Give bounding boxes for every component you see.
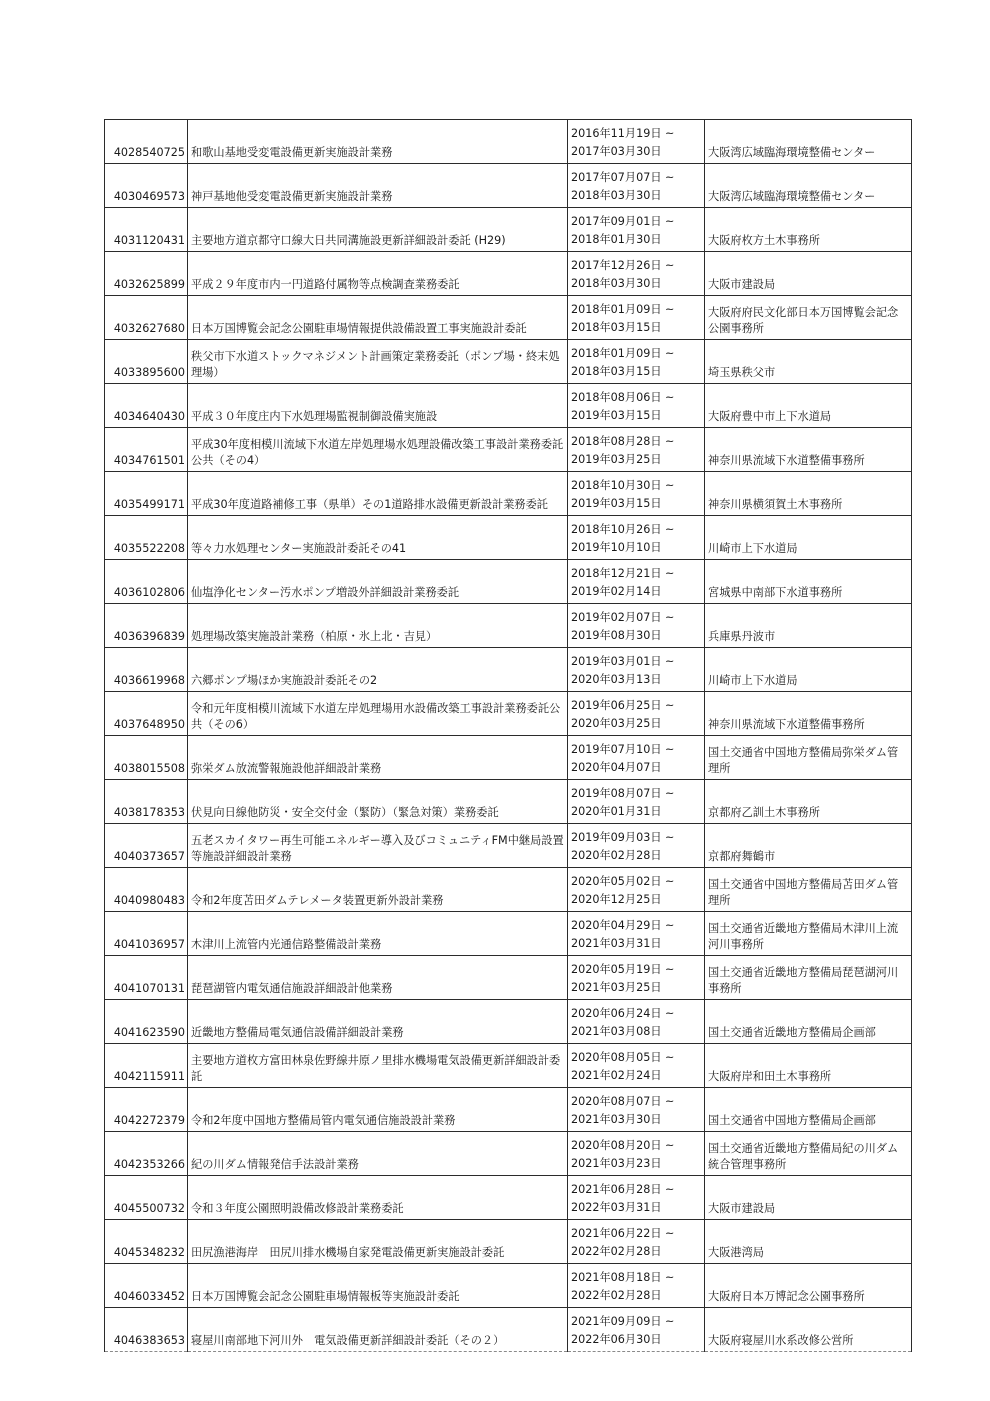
record-client: 大阪市建設局 [705, 1176, 912, 1220]
period-start: 2019年02月07日 ~ [571, 611, 675, 624]
record-period [568, 956, 705, 1000]
record-period [568, 1176, 705, 1220]
record-project-name: 田尻漁港海岸 田尻川排水機場自家発電設備更新実施設計委託 [188, 1220, 568, 1264]
period-end: 2020年04月07日 [571, 761, 662, 774]
record-period [568, 516, 705, 560]
period-end: 2018年03月30日 [571, 277, 662, 290]
period-start: 2020年08月20日 ~ [571, 1139, 675, 1152]
period-end: 2019年03月15日 [571, 497, 662, 510]
contract-records-table [104, 119, 912, 1352]
record-client: 大阪府府民文化部日本万国博覧会記念公園事務所 [705, 296, 912, 340]
table-row [105, 1220, 912, 1264]
record-period [568, 604, 705, 648]
record-project-name: 紀の川ダム情報発信手法設計業務 [188, 1132, 568, 1176]
record-client: 国土交通省中国地方整備局弥栄ダム管理所 [705, 736, 912, 780]
period-start: 2019年09月03日 ~ [571, 831, 675, 844]
record-client: 京都府舞鶴市 [705, 824, 912, 868]
period-end: 2022年02月28日 [571, 1289, 662, 1302]
table-row [105, 164, 912, 208]
period-end: 2019年10月10日 [571, 541, 662, 554]
period-start: 2021年08月18日 ~ [571, 1271, 675, 1284]
record-period [568, 1264, 705, 1308]
record-period [568, 252, 705, 296]
period-start: 2017年12月26日 ~ [571, 259, 675, 272]
record-project-name: 令和2年度苫田ダムテレメータ装置更新外設計業務 [188, 868, 568, 912]
record-project-name: 伏見向日線他防災・安全交付金（緊防）（緊急対策）業務委託 [188, 780, 568, 824]
record-period [568, 384, 705, 428]
record-id: 4041036957 [105, 912, 188, 956]
record-id: 4036619968 [105, 648, 188, 692]
period-end: 2022年06月30日 [571, 1333, 662, 1346]
record-project-name: 主要地方道京都守口線大日共同溝施設更新詳細設計委託 (H29) [188, 208, 568, 252]
table-row [105, 956, 912, 1000]
period-start: 2021年09月09日 ~ [571, 1315, 675, 1328]
record-client: 国土交通省近畿地方整備局琵琶湖河川事務所 [705, 956, 912, 1000]
record-id: 4038178353 [105, 780, 188, 824]
record-client: 大阪府豊中市上下水道局 [705, 384, 912, 428]
record-period [568, 824, 705, 868]
record-client: 大阪府寝屋川水系改修公営所 [705, 1308, 912, 1352]
record-period [568, 1308, 705, 1352]
record-id: 4042353266 [105, 1132, 188, 1176]
period-start: 2019年08月07日 ~ [571, 787, 675, 800]
record-period [568, 340, 705, 384]
record-client: 兵庫県丹波市 [705, 604, 912, 648]
record-project-name: 日本万国博覧会記念公園駐車場情報提供設備設置工事実施設計委託 [188, 296, 568, 340]
records-body [105, 120, 912, 1352]
record-project-name: 仙塩浄化センター汚水ポンプ増設外詳細設計業務委託 [188, 560, 568, 604]
period-end: 2019年03月25日 [571, 453, 662, 466]
record-period [568, 1132, 705, 1176]
record-id: 4046033452 [105, 1264, 188, 1308]
period-end: 2017年03月30日 [571, 145, 662, 158]
record-client: 川崎市上下水道局 [705, 516, 912, 560]
period-start: 2018年01月09日 ~ [571, 347, 675, 360]
record-project-name: 和歌山基地受変電設備更新実施設計業務 [188, 120, 568, 164]
period-end: 2018年01月30日 [571, 233, 662, 246]
period-end: 2018年03月15日 [571, 321, 662, 334]
table-row [105, 824, 912, 868]
table-row [105, 1264, 912, 1308]
record-id: 4034761501 [105, 428, 188, 472]
record-project-name: 秩父市下水道ストックマネジメント計画策定業務委託（ポンプ場・終末処理場） [188, 340, 568, 384]
period-start: 2017年09月01日 ~ [571, 215, 675, 228]
record-id: 4038015508 [105, 736, 188, 780]
period-start: 2019年06月25日 ~ [571, 699, 675, 712]
record-project-name: 六郷ポンプ場ほか実施設計委託その2 [188, 648, 568, 692]
period-start: 2017年07月07日 ~ [571, 171, 675, 184]
table-row [105, 604, 912, 648]
period-end: 2020年12月25日 [571, 893, 662, 906]
period-start: 2018年10月26日 ~ [571, 523, 675, 536]
table-row [105, 560, 912, 604]
record-project-name: 主要地方道枚方富田林泉佐野線井原ノ里排水機場電気設備更新詳細設計委託 [188, 1044, 568, 1088]
table-row [105, 208, 912, 252]
record-id: 4031120431 [105, 208, 188, 252]
table-row [105, 648, 912, 692]
table-row [105, 252, 912, 296]
period-start: 2018年12月21日 ~ [571, 567, 675, 580]
period-end: 2020年03月13日 [571, 673, 662, 686]
record-period [568, 164, 705, 208]
table-row [105, 692, 912, 736]
period-start: 2019年03月01日 ~ [571, 655, 675, 668]
record-period [568, 1088, 705, 1132]
record-id: 4032627680 [105, 296, 188, 340]
record-project-name: 令和2年度中国地方整備局管内電気通信施設設計業務 [188, 1088, 568, 1132]
record-project-name: 処理場改築実施設計業務（柏原・氷上北・吉見） [188, 604, 568, 648]
record-period [568, 120, 705, 164]
period-end: 2020年02月28日 [571, 849, 662, 862]
table-row [105, 120, 912, 164]
period-end: 2021年02月24日 [571, 1069, 662, 1082]
record-client: 大阪府日本万博記念公園事務所 [705, 1264, 912, 1308]
record-client: 大阪府枚方土木事務所 [705, 208, 912, 252]
table-row [105, 384, 912, 428]
record-client: 大阪市建設局 [705, 252, 912, 296]
period-end: 2018年03月15日 [571, 365, 662, 378]
record-period [568, 560, 705, 604]
table-row [105, 1132, 912, 1176]
record-period [568, 736, 705, 780]
period-end: 2022年03月31日 [571, 1201, 662, 1214]
period-start: 2020年08月07日 ~ [571, 1095, 675, 1108]
period-end: 2021年03月31日 [571, 937, 662, 950]
period-start: 2021年06月22日 ~ [571, 1227, 675, 1240]
record-client: 国土交通省近畿地方整備局企画部 [705, 1000, 912, 1044]
record-client: 国土交通省中国地方整備局企画部 [705, 1088, 912, 1132]
table-row [105, 736, 912, 780]
record-client: 神奈川県横須賀土木事務所 [705, 472, 912, 516]
period-start: 2018年08月06日 ~ [571, 391, 675, 404]
record-id: 4046383653 [105, 1308, 188, 1352]
record-id: 4041623590 [105, 1000, 188, 1044]
record-client: 国土交通省近畿地方整備局木津川上流河川事務所 [705, 912, 912, 956]
record-id: 4035499171 [105, 472, 188, 516]
period-end: 2019年08月30日 [571, 629, 662, 642]
record-client: 国土交通省近畿地方整備局紀の川ダム統合管理事務所 [705, 1132, 912, 1176]
period-end: 2021年03月25日 [571, 981, 662, 994]
record-project-name: 平成２９年度市内一円道路付属物等点検調査業務委託 [188, 252, 568, 296]
record-project-name: 寝屋川南部地下河川外 電気設備更新詳細設計委託（その２） [188, 1308, 568, 1352]
record-period [568, 692, 705, 736]
record-client: 埼玉県秩父市 [705, 340, 912, 384]
record-client: 大阪港湾局 [705, 1220, 912, 1264]
record-id: 4033895600 [105, 340, 188, 384]
record-period [568, 648, 705, 692]
record-period [568, 296, 705, 340]
period-end: 2022年02月28日 [571, 1245, 662, 1258]
record-period [568, 780, 705, 824]
record-project-name: 弥栄ダム放流警報施設他詳細設計業務 [188, 736, 568, 780]
period-end: 2021年03月08日 [571, 1025, 662, 1038]
record-id: 4041070131 [105, 956, 188, 1000]
record-project-name: 神戸基地他受変電設備更新実施設計業務 [188, 164, 568, 208]
period-start: 2020年06月24日 ~ [571, 1007, 675, 1020]
record-client: 大阪湾広域臨海環境整備センター [705, 120, 912, 164]
record-id: 4042272379 [105, 1088, 188, 1132]
record-id: 4036396839 [105, 604, 188, 648]
record-id: 4037648950 [105, 692, 188, 736]
record-period [568, 912, 705, 956]
record-client: 大阪湾広域臨海環境整備センター [705, 164, 912, 208]
record-period [568, 472, 705, 516]
record-project-name: 平成３０年度庄内下水処理場監視制御設備実施設 [188, 384, 568, 428]
record-project-name: 木津川上流管内光通信路整備設計業務 [188, 912, 568, 956]
record-id: 4045348232 [105, 1220, 188, 1264]
period-start: 2020年05月19日 ~ [571, 963, 675, 976]
record-project-name: 近畿地方整備局電気通信設備詳細設計業務 [188, 1000, 568, 1044]
record-period [568, 1000, 705, 1044]
record-id: 4028540725 [105, 120, 188, 164]
record-project-name: 五老スカイタワー再生可能エネルギー導入及びコミュニティFM中継局設置等施設詳細設計業務 [188, 824, 568, 868]
record-id: 4040373657 [105, 824, 188, 868]
period-start: 2020年08月05日 ~ [571, 1051, 675, 1064]
record-project-name: 令和元年度相模川流域下水道左岸処理場用水設備改築工事設計業務委託公共（その6） [188, 692, 568, 736]
period-start: 2016年11月19日 ~ [571, 127, 675, 140]
period-end: 2020年03月25日 [571, 717, 662, 730]
table-row [105, 516, 912, 560]
record-period [568, 208, 705, 252]
table-row [105, 912, 912, 956]
table-row [105, 340, 912, 384]
table-row [105, 472, 912, 516]
record-client: 神奈川県流域下水道整備事務所 [705, 428, 912, 472]
record-period [568, 868, 705, 912]
record-client: 大阪府岸和田土木事務所 [705, 1044, 912, 1088]
record-project-name: 等々力水処理センター実施設計委託その41 [188, 516, 568, 560]
period-start: 2019年07月10日 ~ [571, 743, 675, 756]
table-row [105, 1176, 912, 1220]
table-row [105, 1000, 912, 1044]
table-row [105, 780, 912, 824]
period-end: 2019年03月15日 [571, 409, 662, 422]
record-id: 4040980483 [105, 868, 188, 912]
record-id: 4045500732 [105, 1176, 188, 1220]
record-id: 4034640430 [105, 384, 188, 428]
record-period [568, 1044, 705, 1088]
record-client: 宮城県中南部下水道事務所 [705, 560, 912, 604]
record-id: 4036102806 [105, 560, 188, 604]
record-client: 京都府乙訓土木事務所 [705, 780, 912, 824]
record-project-name: 平成30年度相模川流域下水道左岸処理場水処理設備改築工事設計業務委託 公共（その4） [188, 428, 568, 472]
table-row [105, 1308, 912, 1352]
period-start: 2021年06月28日 ~ [571, 1183, 675, 1196]
table-row [105, 1044, 912, 1088]
record-id: 4042115911 [105, 1044, 188, 1088]
record-id: 4032625899 [105, 252, 188, 296]
table-row [105, 868, 912, 912]
record-period [568, 428, 705, 472]
table-row [105, 428, 912, 472]
record-project-name: 令和３年度公園照明設備改修設計業務委託 [188, 1176, 568, 1220]
period-end: 2021年03月30日 [571, 1113, 662, 1126]
record-id: 4030469573 [105, 164, 188, 208]
record-id: 4035522208 [105, 516, 188, 560]
record-client: 神奈川県流域下水道整備事務所 [705, 692, 912, 736]
record-client: 国土交通省中国地方整備局苫田ダム管理所 [705, 868, 912, 912]
table-row [105, 296, 912, 340]
period-start: 2020年05月02日 ~ [571, 875, 675, 888]
period-start: 2018年10月30日 ~ [571, 479, 675, 492]
period-start: 2020年04月29日 ~ [571, 919, 675, 932]
period-start: 2018年08月28日 ~ [571, 435, 675, 448]
record-project-name: 平成30年度道路補修工事（県単）その1道路排水設備更新設計業務委託 [188, 472, 568, 516]
record-project-name: 日本万国博覧会記念公園駐車場情報板等実施設計委託 [188, 1264, 568, 1308]
record-client: 川崎市上下水道局 [705, 648, 912, 692]
period-end: 2021年03月23日 [571, 1157, 662, 1170]
period-start: 2018年01月09日 ~ [571, 303, 675, 316]
period-end: 2019年02月14日 [571, 585, 662, 598]
record-period [568, 1220, 705, 1264]
period-end: 2018年03月30日 [571, 189, 662, 202]
period-end: 2020年01月31日 [571, 805, 662, 818]
record-project-name: 琵琶湖管内電気通信施設詳細設計他業務 [188, 956, 568, 1000]
table-row [105, 1088, 912, 1132]
